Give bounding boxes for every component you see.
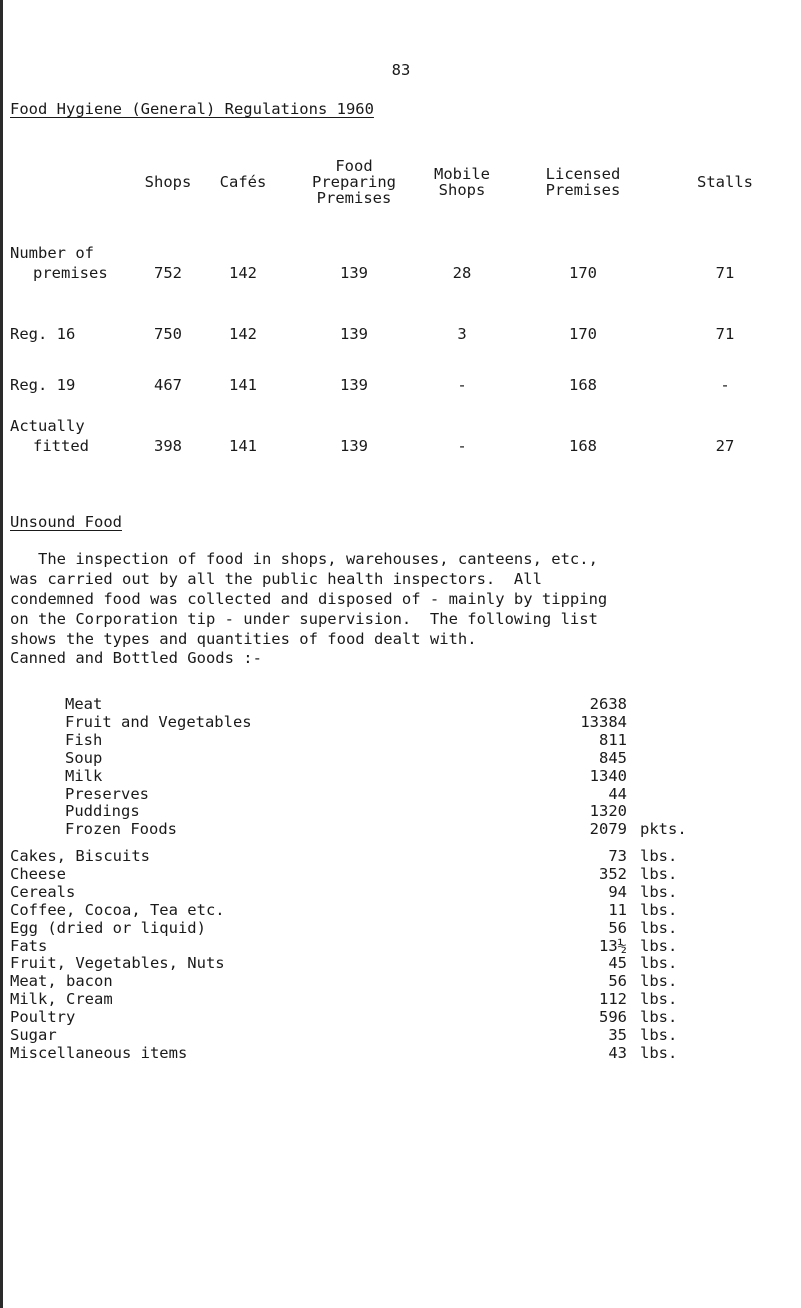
canned-item-qty: 13384 — [580, 712, 627, 731]
intro-paragraph: The inspection of food in shops, warehouses, canteens, etc., was carried out by all the public health inspectors. All condemned food was collected and disposed of - mainly by tipping on the Corporation tip - under supervision. The following list shows the types and quantities of food dealt with. — [10, 550, 608, 648]
table-cell: 398 — [154, 437, 182, 455]
food-item-qty: 112 — [599, 990, 627, 1009]
table-row-label: Actually — [10, 417, 85, 435]
food-item-unit: lbs. — [640, 1026, 678, 1044]
table-cell: - — [457, 437, 467, 455]
table-cell: 141 — [229, 376, 257, 394]
table-row-label: Reg. 16 — [10, 325, 76, 343]
table-cell: 170 — [569, 264, 597, 282]
section-title: Unsound Food — [10, 513, 122, 531]
food-item-name: Egg (dried or liquid) — [10, 918, 206, 937]
canned-item-name: Frozen Foods — [65, 820, 177, 839]
food-item-unit: lbs. — [640, 918, 678, 937]
food-item-name: Cereals — [10, 882, 76, 901]
food-item-qty: 73 — [608, 847, 627, 865]
food-item-qty: 596 — [599, 1008, 627, 1027]
food-item-unit: lbs. — [640, 864, 678, 883]
food-item-unit: lbs. — [640, 847, 678, 865]
food-item-qty: 43 — [608, 1043, 627, 1062]
food-item-unit: lbs. — [640, 990, 678, 1009]
table-cell: 139 — [340, 376, 368, 394]
table-row-label: premises — [33, 264, 108, 282]
food-item-name: Meat, bacon — [10, 972, 113, 991]
food-item-unit: lbs. — [640, 1043, 678, 1062]
canned-item-name: Puddings — [65, 802, 140, 821]
table-cell: 27 — [715, 437, 735, 455]
table-cell: - — [457, 376, 467, 394]
food-item-unit: lbs. — [640, 954, 678, 973]
food-item-qty: 13½ — [599, 936, 627, 955]
canned-item-name: Milk — [65, 766, 103, 785]
page-title: Food Hygiene (General) Regulations 1960 — [10, 100, 374, 118]
table-cell: 467 — [154, 376, 182, 394]
canned-item-qty: 2638 — [589, 695, 627, 713]
food-item-qty: 35 — [608, 1026, 627, 1044]
table-cell: 28 — [452, 264, 472, 282]
canned-item-qty: 811 — [599, 730, 627, 749]
food-item-qty: 352 — [599, 864, 627, 883]
canned-item-qty: 1340 — [589, 766, 627, 785]
table-cell: 139 — [340, 325, 368, 343]
table-column-header: Shops — [144, 173, 192, 191]
food-item-name: Cakes, Biscuits — [10, 847, 150, 865]
table-cell: 139 — [340, 437, 368, 455]
table-cell: 750 — [154, 325, 182, 343]
table-cell: 142 — [229, 325, 257, 343]
food-item-qty: 56 — [608, 918, 627, 937]
table-row-label: Number of — [10, 244, 94, 262]
food-item-unit: lbs. — [640, 882, 678, 901]
food-item-unit: lbs. — [640, 972, 678, 991]
table-column-header: Mobile Shops — [434, 165, 490, 199]
food-item-qty: 45 — [608, 954, 627, 973]
table-cell: 142 — [229, 264, 257, 282]
table-column-header: Licensed Premises — [545, 165, 621, 199]
table-cell: 71 — [715, 264, 735, 282]
table-cell: 141 — [229, 437, 257, 455]
table-cell: 3 — [457, 325, 467, 343]
table-column-header: Stalls — [697, 173, 753, 191]
canned-item-name: Preserves — [65, 784, 149, 803]
canned-item-qty: 2079 — [589, 820, 627, 839]
table-row-label: Reg. 19 — [10, 376, 76, 394]
food-item-name: Fruit, Vegetables, Nuts — [10, 954, 225, 973]
table-cell: 170 — [569, 325, 597, 343]
food-item-name: Poultry — [10, 1008, 76, 1027]
table-cell: 168 — [569, 437, 597, 455]
page-edge-rule — [0, 0, 3, 1308]
food-item-unit: lbs. — [640, 1008, 678, 1027]
canned-item-name: Fruit and Vegetables — [65, 712, 252, 731]
table-cell: 139 — [340, 264, 368, 282]
canned-item-qty: 44 — [608, 784, 627, 803]
food-item-unit: lbs. — [640, 900, 678, 919]
canned-heading: Canned and Bottled Goods :- — [10, 649, 262, 667]
food-item-qty: 56 — [608, 972, 627, 991]
food-item-name: Miscellaneous items — [10, 1043, 188, 1062]
food-item-name: Fats — [10, 936, 48, 955]
table-row-label: fitted — [33, 437, 89, 455]
food-item-qty: 11 — [608, 900, 627, 919]
canned-item-name: Fish — [65, 730, 103, 749]
canned-item-qty: 1320 — [589, 802, 627, 821]
canned-item-name: Soup — [65, 748, 103, 767]
table-column-header: Cafés — [219, 173, 267, 191]
canned-item-name: Meat — [65, 695, 103, 713]
table-column-header: Food Preparing Premises — [312, 157, 396, 207]
food-item-name: Sugar — [10, 1026, 57, 1044]
food-item-qty: 94 — [608, 882, 627, 901]
canned-item-unit: pkts. — [640, 820, 687, 839]
table-cell: 752 — [154, 264, 182, 282]
table-cell: 168 — [569, 376, 597, 394]
food-item-name: Milk, Cream — [10, 990, 113, 1009]
table-cell: - — [720, 376, 730, 394]
food-item-name: Coffee, Cocoa, Tea etc. — [10, 900, 225, 919]
table-cell: 71 — [715, 325, 735, 343]
food-item-name: Cheese — [10, 864, 66, 883]
food-item-unit: lbs. — [640, 936, 678, 955]
canned-item-qty: 845 — [599, 748, 627, 767]
page-number: 83 — [391, 61, 411, 79]
